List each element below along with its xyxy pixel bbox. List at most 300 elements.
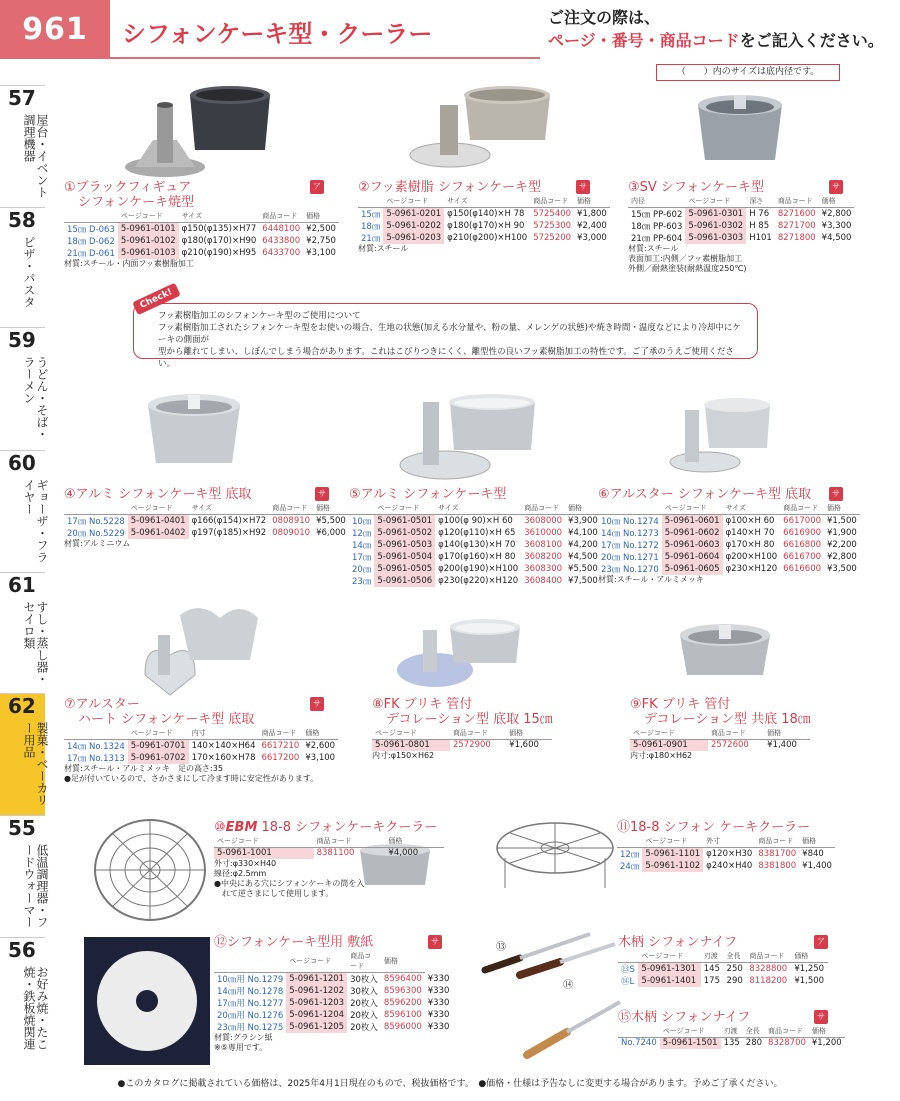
- price-table: [372, 727, 552, 751]
- header-rule: [0, 57, 540, 59]
- product-heading: [630, 697, 810, 727]
- page-number: 961: [0, 0, 110, 58]
- product-number: ②: [358, 180, 370, 195]
- column-header: 価格: [809, 1025, 845, 1038]
- product-title: [349, 487, 581, 502]
- table-cell: 6617210: [261, 741, 300, 751]
- table-cell: φ230(φ220)×H120: [438, 576, 519, 586]
- table-cell: 5-0961-0402: [128, 527, 189, 539]
- table-cell: 5-0961-1102: [642, 860, 703, 872]
- material-note: ●中央にある穴にシフォンケーキの筒を入: [214, 878, 365, 888]
- sidebar-tab-59[interactable]: [0, 327, 49, 450]
- table-cell: 17㎝: [352, 553, 372, 563]
- table-row[interactable]: [349, 563, 601, 575]
- table-row[interactable]: [598, 563, 860, 575]
- table-cell: 20㎝用 No.1276: [217, 1011, 284, 1021]
- table-cell: 5-0961-0503: [374, 539, 435, 551]
- material-note: 外側／耐熱塗装(耐熱温度250℃): [628, 264, 747, 273]
- product-title: [598, 487, 843, 502]
- table-cell: 0809010: [272, 528, 311, 538]
- column-header: 価格: [799, 835, 835, 848]
- product-block-7: [64, 697, 336, 784]
- table-row[interactable]: [628, 220, 854, 232]
- table-cell: φ150(φ135)×H77: [181, 224, 257, 234]
- table-cell: φ200×H100: [725, 552, 778, 562]
- product-block-4: [64, 487, 346, 549]
- product-heading: [598, 487, 843, 502]
- product-subtitle: デコレーション型 底取 15㎝: [386, 712, 553, 727]
- sidebar-tab-number: 58: [8, 208, 36, 232]
- maker-badge: サ: [310, 697, 324, 711]
- product-title: [64, 487, 329, 502]
- table-header-row: [64, 210, 339, 223]
- product-number: ⑥: [598, 487, 610, 502]
- table-cell: 10㎝ No.1274: [601, 517, 659, 527]
- price-table: [630, 727, 810, 751]
- product-block-12: [214, 935, 450, 1053]
- table-cell: 10㎝: [352, 517, 372, 527]
- table-cell: ¥330: [427, 973, 450, 984]
- table-cell: 15㎝ PP-602: [631, 210, 683, 220]
- table-cell: H 76: [749, 209, 770, 219]
- table-cell: ¥4,500: [568, 552, 598, 562]
- product-title: [630, 697, 810, 712]
- table-cell: 17㎝ No.1313: [67, 754, 125, 764]
- table-cell: ¥3,000: [577, 233, 607, 243]
- material-note: 表面加工:内側／フッ素樹脂加工: [628, 254, 743, 263]
- table-cell: 8118200: [749, 976, 788, 986]
- product-block-9: [630, 697, 810, 761]
- table-row[interactable]: [617, 860, 835, 872]
- sidebar-tab-56[interactable]: [0, 937, 49, 1067]
- table-cell: 3608200: [524, 552, 563, 562]
- table-cell: 5-0961-1203: [286, 997, 347, 1009]
- table-cell: 140×140×H64: [191, 741, 256, 751]
- price-table: [618, 950, 828, 987]
- column-header: 内寸: [189, 727, 259, 740]
- table-cell: 5-0961-0301: [685, 208, 746, 221]
- product-title: [214, 820, 444, 835]
- table-cell: 280: [745, 1038, 763, 1049]
- price-table: [64, 502, 349, 539]
- table-row[interactable]: [214, 848, 444, 859]
- product-number: ⑪: [617, 820, 631, 835]
- maker-badge: サ: [829, 180, 843, 194]
- table-cell: φ166(φ154)×H72: [191, 516, 267, 526]
- sidebar-tab-55[interactable]: [0, 815, 49, 937]
- column-header: 商品コード: [258, 727, 302, 740]
- material-note: ※⑤専用です。: [214, 1043, 268, 1052]
- table-cell: 5-0961-1401: [638, 975, 700, 987]
- size-note: （ ）内のサイズは底内径です。: [656, 64, 840, 81]
- price-table: [598, 502, 860, 575]
- sidebar-tab-60[interactable]: [0, 450, 49, 572]
- table-cell: 5-0961-0801: [372, 740, 450, 751]
- table-cell: ¥3,100: [306, 248, 336, 258]
- table-row[interactable]: [628, 232, 854, 244]
- table-cell: φ210(φ200)×H100: [447, 233, 528, 243]
- product-subtitle: デコレーション型 共底 18㎝: [644, 712, 811, 727]
- order-note: ご注文の際は、 ページ・番号・商品コードをご記入ください。: [548, 8, 884, 50]
- table-row[interactable]: [617, 848, 835, 861]
- check-badge: Check!: [132, 283, 180, 315]
- table-row[interactable]: [628, 208, 854, 221]
- table-cell: ¥1,500: [794, 976, 825, 986]
- table-cell: 290: [726, 976, 743, 986]
- table-cell: ¥3,100: [305, 753, 336, 763]
- table-cell: 5-0961-1204: [286, 1009, 347, 1021]
- column-header: 外寸: [703, 835, 755, 848]
- sidebar-tab-57[interactable]: [0, 85, 49, 207]
- table-cell: 145: [703, 964, 720, 974]
- material-note: 線径:φ2.5mm: [214, 868, 267, 878]
- table-cell: ¥1,400: [767, 740, 797, 751]
- table-cell: ¥2,200: [827, 540, 857, 550]
- product-title: [618, 1010, 828, 1025]
- product-name: 18-8 シフォン ケーキクーラー: [630, 820, 811, 835]
- table-header-row: [64, 502, 349, 515]
- table-cell: H101: [749, 233, 772, 243]
- table-cell: 5-0961-1202: [286, 985, 347, 997]
- table-row[interactable]: [214, 1021, 452, 1033]
- table-cell: ¥330: [427, 1022, 450, 1032]
- price-table: [214, 950, 452, 1033]
- table-cell: 5-0961-0203: [383, 232, 444, 244]
- sidebar-tab-62[interactable]: [0, 693, 49, 815]
- table-cell: ¥1,400: [802, 861, 832, 871]
- material-note: 外寸:φ330×H40: [214, 858, 277, 868]
- product-number: ⑨: [630, 697, 642, 712]
- table-row[interactable]: [349, 515, 601, 528]
- table-cell: 14㎝ No.1324: [67, 742, 125, 752]
- table-cell: ¥2,800: [827, 552, 857, 562]
- table-row[interactable]: [64, 235, 339, 247]
- product-image-7: [140, 600, 270, 700]
- sidebar-tab-label: うどん・そば・ラーメン: [22, 356, 49, 440]
- column-header: 商品コード: [765, 1025, 809, 1038]
- maker-badge: サ: [829, 487, 843, 501]
- table-cell: 5-0961-1501: [660, 1038, 721, 1049]
- table-row[interactable]: [349, 539, 601, 551]
- table-row[interactable]: [64, 247, 339, 259]
- price-table: [64, 727, 338, 764]
- column-header: 商品コード: [450, 727, 506, 740]
- table-cell: φ120×H30: [706, 849, 753, 859]
- table-cell: φ210(φ190)×H95: [181, 248, 257, 258]
- maker-badge: ア: [814, 935, 828, 949]
- table-cell: ¥840: [802, 849, 824, 859]
- table-cell: ⑬S: [621, 965, 635, 975]
- table-cell: ¥1,800: [577, 209, 607, 219]
- product-number: ③: [628, 180, 640, 195]
- table-cell: ¥2,400: [577, 221, 607, 231]
- table-row[interactable]: [214, 997, 452, 1009]
- table-cell: 8271700: [777, 221, 816, 231]
- table-cell: 3608300: [524, 564, 563, 574]
- table-header-row: [618, 1025, 845, 1038]
- material-note: 材質:スチール・内面フッ素樹脂加工: [64, 259, 194, 268]
- product-title: [214, 935, 442, 950]
- product-image-1: [115, 75, 285, 185]
- table-row[interactable]: [598, 551, 860, 563]
- table-cell: 8381700: [758, 849, 797, 859]
- product-image-9: [675, 615, 775, 690]
- column-header: 価格: [303, 210, 339, 223]
- column-header: 全長: [724, 950, 747, 963]
- product-name: アルミ シフォンケーキ型: [360, 487, 507, 502]
- table-cell: ¥7,500: [568, 576, 598, 586]
- column-header: 価格: [824, 502, 860, 515]
- product-block-8: [372, 697, 552, 761]
- table-cell: φ230×H120: [725, 564, 778, 574]
- table-cell: 18㎝: [361, 222, 381, 232]
- table-cell: 23㎝用 No.1275: [217, 1023, 284, 1033]
- table-cell: φ100×H 60: [725, 516, 775, 526]
- table-cell: 5-0961-1201: [286, 973, 347, 986]
- table-cell: 8596200: [383, 998, 422, 1008]
- column-header: 全長: [743, 1025, 765, 1038]
- product-number: ①: [64, 180, 76, 195]
- table-cell: 5-0961-0201: [383, 208, 444, 221]
- table-cell: ⑭L: [621, 977, 635, 987]
- sidebar-tab-label: 製菓・ベーカリー用品: [22, 722, 49, 806]
- table-cell: ¥3,500: [827, 564, 857, 574]
- material-note: 内寸:φ180×H62: [630, 750, 693, 760]
- sidebar-tab-label: すし・蒸し器・セイロ類: [22, 601, 49, 685]
- table-cell: 8596000: [383, 1022, 422, 1032]
- table-cell: ¥5,500: [316, 516, 346, 526]
- table-row[interactable]: [358, 208, 610, 221]
- product-title: [358, 180, 590, 195]
- column-header: 刃渡: [721, 1025, 743, 1038]
- table-cell: 6617000: [783, 516, 822, 526]
- product-number: ⑮: [618, 1010, 632, 1025]
- table-cell: ¥1,900: [827, 528, 857, 538]
- table-cell: 5-0961-0202: [383, 220, 444, 232]
- column-header: ページコード: [286, 950, 347, 973]
- product-heading: [64, 487, 329, 502]
- table-header-row: [618, 950, 828, 963]
- table-row[interactable]: [358, 232, 610, 244]
- product-number: ⑫: [214, 935, 228, 950]
- table-row[interactable]: [214, 973, 452, 986]
- price-table: [358, 195, 610, 244]
- product-subtitle: ハート シフォンケーキ型 底取: [78, 712, 255, 727]
- table-cell: 6616700: [783, 552, 822, 562]
- column-header: ページコード: [630, 727, 708, 740]
- table-cell: 5-0961-0504: [374, 551, 435, 563]
- table-header-row: [617, 835, 835, 848]
- column-header: サイズ: [189, 502, 270, 515]
- product-heading: [372, 697, 552, 727]
- table-cell: 15㎝: [361, 210, 381, 220]
- table-cell: 17㎝ No.1272: [601, 541, 659, 551]
- table-row[interactable]: [64, 752, 338, 764]
- table-cell: 3608400: [524, 576, 563, 586]
- table-cell: 12㎝: [620, 850, 640, 860]
- product-image-6: [665, 390, 775, 480]
- column-header: サイズ: [444, 195, 530, 208]
- table-cell: 8596300: [383, 986, 422, 996]
- table-cell: 8271800: [777, 233, 816, 243]
- table-row[interactable]: [372, 740, 552, 751]
- table-cell: 0808910: [272, 516, 311, 526]
- table-row[interactable]: [64, 515, 349, 528]
- product-heading: [64, 697, 324, 727]
- product-title: [628, 180, 843, 195]
- material-note: 材質:スチール・アルミメッキ 足の高さ:35: [64, 764, 223, 773]
- table-row[interactable]: [598, 527, 860, 539]
- product-number: ⑧: [372, 697, 384, 712]
- product-heading: [618, 1010, 828, 1025]
- table-cell: 24㎝: [620, 862, 640, 872]
- table-row[interactable]: [64, 740, 338, 753]
- sidebar-tab-number: 61: [8, 573, 36, 597]
- product-image-5: [395, 390, 545, 485]
- sidebar-tab-label: ギョーザ・フライヤー: [22, 479, 49, 563]
- table-cell: 5-0961-0303: [685, 232, 746, 244]
- table-cell: ¥4,000: [388, 848, 419, 859]
- table-cell: ¥4,500: [821, 233, 852, 243]
- brand-logo: EBM: [225, 820, 258, 835]
- table-cell: φ200(φ190)×H100: [438, 564, 519, 574]
- table-cell: ¥1,600: [509, 740, 539, 751]
- table-cell: 8381100: [316, 848, 355, 859]
- product-name: FK ブリキ 管付: [641, 697, 731, 712]
- sidebar-tab-number: 59: [8, 328, 36, 352]
- product-image-3: [690, 85, 790, 175]
- product-image-10: [90, 815, 210, 925]
- material-note: 材質:スチール・アルミメッキ: [598, 575, 705, 584]
- table-header-row: [372, 727, 552, 740]
- table-row[interactable]: [349, 551, 601, 563]
- table-cell: 6433700: [262, 248, 301, 258]
- table-cell: 5-0961-0604: [662, 551, 723, 563]
- table-cell: 21㎝ PP-604: [631, 234, 683, 244]
- sidebar-tab-61[interactable]: [0, 572, 49, 693]
- product-block-2: [358, 180, 607, 254]
- maker-badge: サ: [814, 1010, 828, 1024]
- table-row[interactable]: [630, 740, 810, 751]
- product-subtitle: シフォンケーキ焼型: [78, 195, 195, 210]
- table-cell: 20㎝ No.5229: [67, 529, 125, 539]
- material-note: 材質:スチール: [358, 244, 409, 253]
- product-number: ⑦: [64, 697, 76, 712]
- table-cell: 3608000: [524, 516, 563, 526]
- table-cell: 17㎝ No.5228: [67, 517, 125, 527]
- product-title: [64, 697, 324, 712]
- product-heading: [64, 180, 324, 210]
- material-note: 材質:グラシン紙: [214, 1033, 273, 1042]
- price-table: [214, 835, 444, 859]
- column-header: ページコード: [642, 835, 703, 848]
- column-header: 内径: [628, 195, 685, 208]
- table-cell: ¥1,250: [794, 964, 825, 974]
- table-cell: 5-0961-0605: [662, 563, 723, 575]
- table-cell: 8328700: [768, 1038, 806, 1049]
- table-cell: 5-0961-0601: [662, 515, 723, 528]
- table-cell: ¥3,900: [568, 516, 598, 526]
- table-cell: 15㎝ D-063: [67, 225, 115, 235]
- column-header: 価格: [764, 727, 810, 740]
- table-row[interactable]: [349, 575, 601, 587]
- table-row[interactable]: [349, 527, 601, 539]
- table-cell: ¥2,500: [306, 224, 336, 234]
- price-table: [618, 1025, 845, 1049]
- table-cell: 5-0961-0506: [374, 575, 435, 587]
- maker-badge: サ: [576, 180, 590, 194]
- table-cell: ¥3,300: [821, 221, 852, 231]
- column-header: [214, 950, 286, 973]
- column-header: ページコード: [638, 950, 700, 963]
- product-number: ④: [64, 487, 76, 502]
- table-cell: φ100(φ 90)×H 60: [438, 516, 513, 526]
- sidebar-tab-58[interactable]: [0, 207, 45, 327]
- table-cell: 170×160×H78: [191, 753, 256, 763]
- table-row[interactable]: [64, 223, 339, 236]
- table-cell: 14㎝用 No.1278: [217, 987, 284, 997]
- table-cell: φ240×H40: [706, 861, 753, 871]
- column-header: 商品コード: [269, 502, 313, 515]
- table-cell: ¥5,500: [568, 564, 598, 574]
- product-block-5: [349, 487, 598, 587]
- table-header-row: [598, 502, 860, 515]
- column-header: 価格: [791, 950, 828, 963]
- table-cell: 21㎝ D-061: [67, 249, 115, 259]
- table-row[interactable]: [358, 220, 610, 232]
- table-row[interactable]: [618, 1038, 845, 1049]
- product-number: ⑩: [214, 820, 226, 835]
- table-row[interactable]: [214, 1009, 452, 1021]
- maker-badge: サ: [428, 935, 442, 949]
- material-note: れて逆さまにして使用します。: [214, 888, 334, 898]
- price-table: [628, 195, 854, 244]
- table-header-row: [214, 950, 452, 973]
- column-header: 刃渡: [701, 950, 724, 963]
- table-cell: ¥330: [427, 986, 450, 996]
- product-heading: [628, 180, 843, 195]
- table-cell: 5-0961-0302: [685, 220, 746, 232]
- table-row[interactable]: [618, 963, 828, 976]
- table-row[interactable]: [64, 527, 349, 539]
- product-block-13: [618, 935, 828, 987]
- sidebar-tab-number: 55: [8, 816, 36, 840]
- table-cell: 17㎝用 No.1277: [217, 999, 284, 1009]
- sidebar-tab-label: お好み焼・たこ焼・鉄板焼関連: [22, 966, 49, 1050]
- table-row[interactable]: [214, 985, 452, 997]
- table-cell: φ140×H 70: [725, 528, 775, 538]
- page-title: シフォンケーキ型・クーラー: [122, 20, 433, 48]
- table-cell: 14㎝: [352, 541, 372, 551]
- table-cell: ¥1,200: [811, 1038, 842, 1049]
- table-row[interactable]: [618, 975, 828, 987]
- price-table: [617, 835, 835, 872]
- table-cell: ¥4,200: [568, 540, 598, 550]
- column-header: 価格: [565, 502, 601, 515]
- product-image-4: [140, 383, 250, 478]
- table-row[interactable]: [598, 515, 860, 528]
- footer-note: ●このカタログに掲載されている価格は、2025年4月1日現在のもので、税抜価格です。 ●価格・仕様は予告なしに変更する場合があります。予めご了承ください。: [117, 1079, 783, 1089]
- table-cell: 5-0961-0103: [118, 247, 179, 259]
- table-row[interactable]: [598, 539, 860, 551]
- column-header: ページコード: [372, 727, 450, 740]
- column-header: 商品コード: [347, 950, 381, 973]
- table-cell: 5725200: [533, 233, 572, 243]
- table-cell: ¥2,750: [306, 236, 336, 246]
- table-cell: φ180(φ170)×H90: [181, 236, 257, 246]
- column-header: ページコード: [214, 835, 314, 848]
- column-header: 商品コード: [746, 950, 791, 963]
